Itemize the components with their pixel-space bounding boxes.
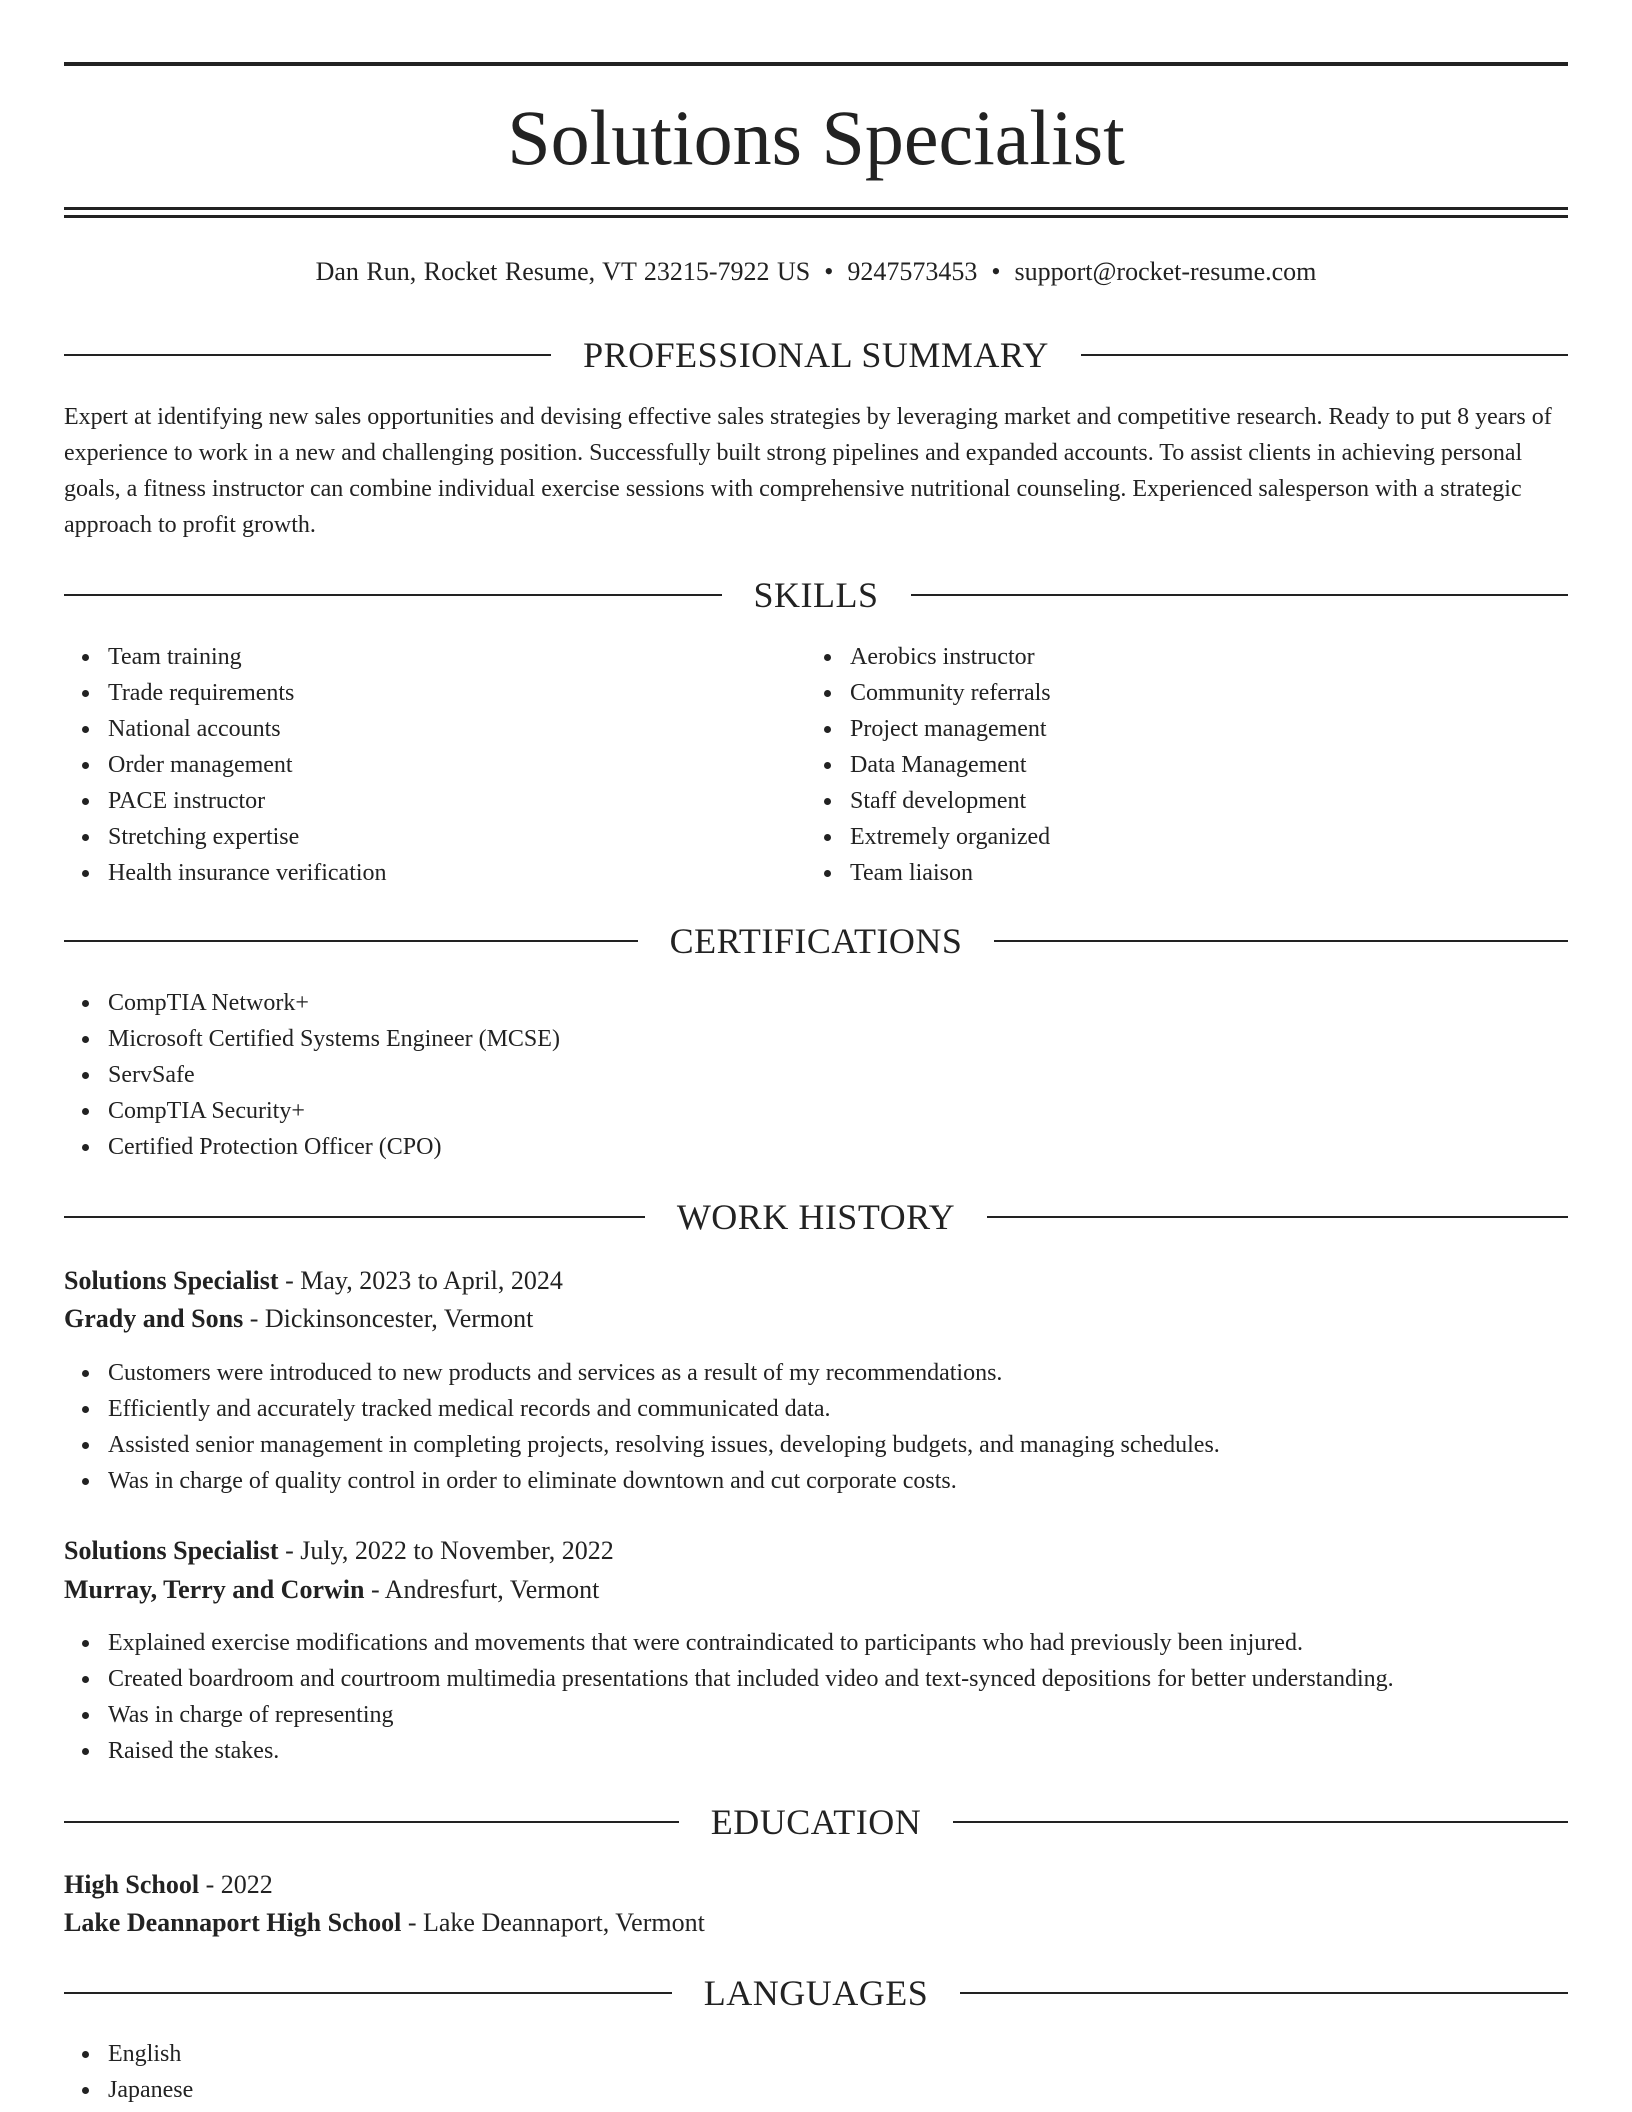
certification-item: CompTIA Security+ xyxy=(108,1093,560,1129)
skill-item: Project management xyxy=(850,711,1051,747)
section-title: CERTIFICATIONS xyxy=(669,921,963,961)
job-bullets xyxy=(64,1625,1394,1769)
section-title: WORK HISTORY xyxy=(676,1197,956,1237)
name-double-rule-lower xyxy=(64,215,1568,218)
summary-text: Expert at identifying new sales opportunities and devising effective sales strategies by leveraging market and competitive research. Ready to put 8 years of experience to work in a new and challenging position. Successfully built strong pipelines and expanded accounts. To assist clients in achieving personal goals, a fitness instructor can combine individual exercise sessions with comprehensive nutritional counseling. Experienced salesperson with a strategic approach to profit growth. xyxy=(64,404,1552,538)
job-company: Grady and Sons xyxy=(64,1304,244,1333)
skill-item: Team liaison xyxy=(850,855,1051,891)
skill-item: Extremely organized xyxy=(850,819,1051,855)
certification-item: CompTIA Network+ xyxy=(108,985,560,1021)
education-year: - 2022 xyxy=(199,1870,273,1899)
job-bullet: Explained exercise modifications and movements that were contraindicated to participants who had previously been injured. xyxy=(108,1625,1394,1661)
section-title: SKILLS xyxy=(753,575,879,615)
contact-line xyxy=(64,252,1568,292)
job-company-line xyxy=(64,1300,1568,1338)
certification-item: Certified Protection Officer (CPO) xyxy=(108,1129,560,1165)
section-heading-summary xyxy=(64,330,1568,380)
skill-item: Aerobics instructor xyxy=(850,639,1051,675)
section-heading-languages xyxy=(64,1968,1568,2018)
education-location: - Lake Deannaport, Vermont xyxy=(401,1908,705,1937)
skill-item: Health insurance verification xyxy=(108,855,387,891)
section-heading-education xyxy=(64,1797,1568,1847)
section-heading-work-history xyxy=(64,1192,1568,1242)
job-title: Solutions Specialist xyxy=(64,1266,279,1295)
skill-item: Trade requirements xyxy=(108,675,387,711)
skill-item: Data Management xyxy=(850,747,1051,783)
job-company: Murray, Terry and Corwin xyxy=(64,1575,365,1604)
section-title: EDUCATION xyxy=(710,1802,922,1842)
education-degree-line xyxy=(64,1866,1568,1904)
job-location: - Andresfurt, Vermont xyxy=(364,1575,600,1604)
job-dates: - July, 2022 to November, 2022 xyxy=(278,1536,614,1565)
job-title: Solutions Specialist xyxy=(64,1536,279,1565)
skill-item: PACE instructor xyxy=(108,783,387,819)
contact-email: support@rocket-resume.com xyxy=(1014,257,1317,286)
heading-rule-right xyxy=(987,1216,1568,1218)
skill-item: Staff development xyxy=(850,783,1051,819)
job-title-line xyxy=(64,1532,1568,1570)
skill-item: National accounts xyxy=(108,711,387,747)
heading-rule-right xyxy=(1081,354,1568,356)
section-title: PROFESSIONAL SUMMARY xyxy=(583,335,1049,375)
education-degree: High School xyxy=(64,1870,200,1899)
heading-rule-right xyxy=(960,1992,1568,1994)
contact-phone: 9247573453 xyxy=(847,257,978,286)
heading-rule-right xyxy=(994,940,1568,942)
job-bullet: Customers were introduced to new products and services as a result of my recommendations. xyxy=(108,1355,1220,1391)
skill-item: Order management xyxy=(108,747,387,783)
section-heading-skills xyxy=(64,570,1568,620)
heading-rule-left xyxy=(64,1216,645,1218)
job-bullets xyxy=(64,1355,1220,1499)
top-rule xyxy=(64,62,1568,66)
section-heading-certifications xyxy=(64,916,1568,966)
certification-item: Microsoft Certified Systems Engineer (MCSE) xyxy=(108,1021,560,1057)
contact-address: Dan Run, Rocket Resume, VT 23215-7922 US xyxy=(315,257,811,286)
skills-list-left xyxy=(64,639,387,891)
heading-rule-right xyxy=(911,594,1569,596)
job-bullet: Raised the stakes. xyxy=(108,1733,1394,1769)
heading-rule-left xyxy=(64,594,722,596)
job-bullet: Was in charge of representing xyxy=(108,1697,1394,1733)
resume-name: Solutions Specialist xyxy=(507,94,1125,181)
heading-rule-left xyxy=(64,940,638,942)
heading-rule-left xyxy=(64,1821,679,1823)
skill-item: Team training xyxy=(108,639,387,675)
job-bullet: Assisted senior management in completing projects, resolving issues, developing budgets, and managing schedules. xyxy=(108,1427,1220,1463)
name-double-rule-upper xyxy=(64,207,1568,210)
job-bullet: Efficiently and accurately tracked medical records and communicated data. xyxy=(108,1391,1220,1427)
languages-list xyxy=(64,2036,193,2108)
certifications-list xyxy=(64,985,560,1165)
job-bullet: Created boardroom and courtroom multimedia presentations that included video and text-synced depositions for better understanding. xyxy=(108,1661,1394,1697)
skill-item: Community referrals xyxy=(850,675,1051,711)
contact-separator: • xyxy=(824,257,834,286)
job-title-line xyxy=(64,1262,1568,1300)
heading-rule-left xyxy=(64,354,551,356)
education-school-line xyxy=(64,1904,1568,1942)
education-school: Lake Deannaport High School xyxy=(64,1908,402,1937)
job-dates: - May, 2023 to April, 2024 xyxy=(278,1266,563,1295)
contact-separator: • xyxy=(991,257,1001,286)
job-location: - Dickinsoncester, Vermont xyxy=(243,1304,534,1333)
job-company-line xyxy=(64,1571,1568,1609)
certification-item: ServSafe xyxy=(108,1057,560,1093)
language-item: Japanese xyxy=(108,2072,193,2108)
language-item: English xyxy=(108,2036,193,2072)
heading-rule-right xyxy=(953,1821,1568,1823)
section-title: LANGUAGES xyxy=(703,1973,929,2013)
heading-rule-left xyxy=(64,1992,672,1994)
skills-list-right xyxy=(806,639,1051,891)
skill-item: Stretching expertise xyxy=(108,819,387,855)
job-bullet: Was in charge of quality control in order to eliminate downtown and cut corporate costs. xyxy=(108,1463,1220,1499)
